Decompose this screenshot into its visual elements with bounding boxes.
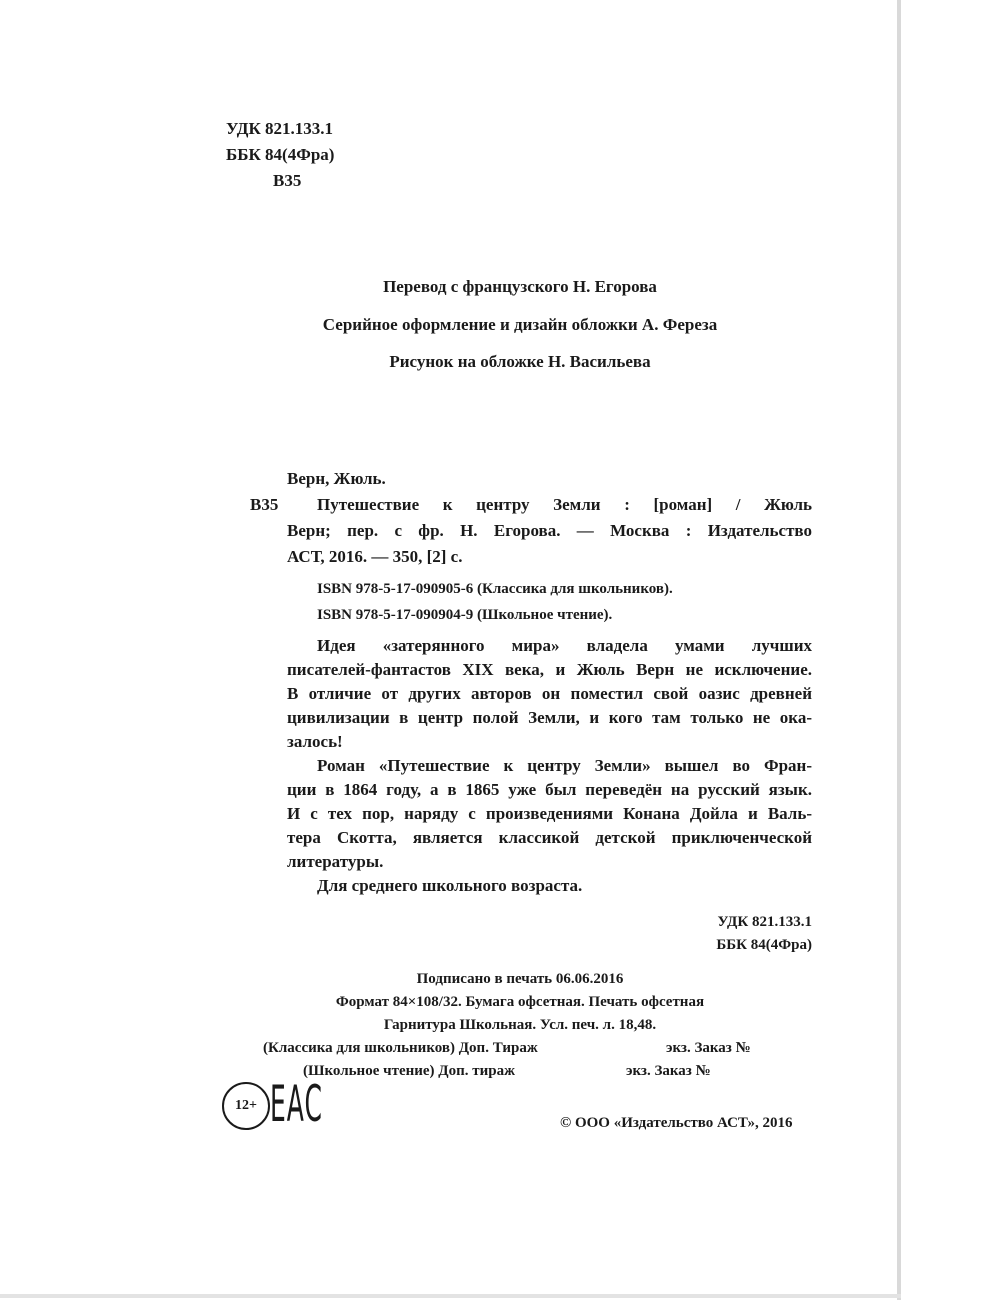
annotation-line: писателей-фантастов XIX века, и Жюль Верн не исключение. <box>287 660 812 679</box>
print-info-line: Подписано в печать 06.06.2016 <box>416 971 624 987</box>
isbn-line: ISBN 978-5-17-090904-9 (Школьное чтение). <box>317 607 613 623</box>
audience-note: Для среднего школьного возраста. <box>317 876 583 895</box>
catalog-title-line: Верн; пер. с фр. Н. Егорова. — Москва : Издательство <box>287 521 812 540</box>
udk-code: УДК 821.133.1 <box>226 119 334 138</box>
bottom-bbk: ББК 84(4Фра) <box>716 937 812 953</box>
circulation-left: (Классика для школьников) Доп. Тираж <box>263 1040 538 1056</box>
bbk-code: ББК 84(4Фра) <box>226 145 335 164</box>
annotation-line: литературы. <box>287 852 384 871</box>
circulation-right: экз. Заказ № <box>666 1040 751 1056</box>
annotation-line: тера Скотта, является классикой детской приключенческой <box>287 828 812 847</box>
catalog-mark: В35 <box>250 495 279 514</box>
circulation-left: (Школьное чтение) Доп. тираж <box>303 1063 515 1079</box>
annotation-line: В отличие от других авторов он поместил свой оазис древней <box>287 684 812 703</box>
bottom-udk: УДК 821.133.1 <box>717 914 812 930</box>
credit-illustration: Рисунок на обложке Н. Васильева <box>389 352 651 371</box>
annotation-line: ции в 1864 году, а в 1865 уже был переведён на русский язык. <box>287 780 812 799</box>
annotation-line: цивилизации в центр полой Земли, и кого там только не ока- <box>287 708 812 727</box>
annotation-line: залось! <box>287 732 343 751</box>
catalog-title-line: Путешествие к центру Земли : [роман] / Жюль <box>317 495 812 514</box>
age-rating-badge <box>222 1082 270 1130</box>
catalog-title-line: АСТ, 2016. — 350, [2] с. <box>287 547 463 566</box>
credit-translation: Перевод с французского Н. Егорова <box>383 277 657 296</box>
print-info-line: Гарнитура Школьная. Усл. печ. л. 18,48. <box>383 1017 657 1033</box>
page-bottom-edge <box>0 1294 901 1298</box>
credit-design: Серийное оформление и дизайн обложки А. Фереза <box>322 315 718 334</box>
annotation-line: Роман «Путешествие к центру Земли» вышел во Фран- <box>317 756 812 775</box>
page-right-edge <box>897 0 901 1300</box>
author-mark: В35 <box>273 171 302 190</box>
annotation-line: Идея «затерянного мира» владела умами лучших <box>317 636 812 655</box>
eac-mark: EAC <box>270 1075 323 1133</box>
circulation-right: экз. Заказ № <box>626 1063 711 1079</box>
annotation-line: И с тех пор, наряду с произведениями Конана Дойла и Валь- <box>287 804 812 823</box>
age-rating-text: 12+ <box>235 1098 257 1113</box>
copyright: © ООО «Издательство АСТ», 2016 <box>560 1115 793 1131</box>
isbn-line: ISBN 978-5-17-090905-6 (Классика для школьников). <box>317 581 673 597</box>
print-info-line: Формат 84×108/32. Бумага офсетная. Печать офсетная <box>335 994 705 1010</box>
catalog-author: Верн, Жюль. <box>287 469 386 488</box>
